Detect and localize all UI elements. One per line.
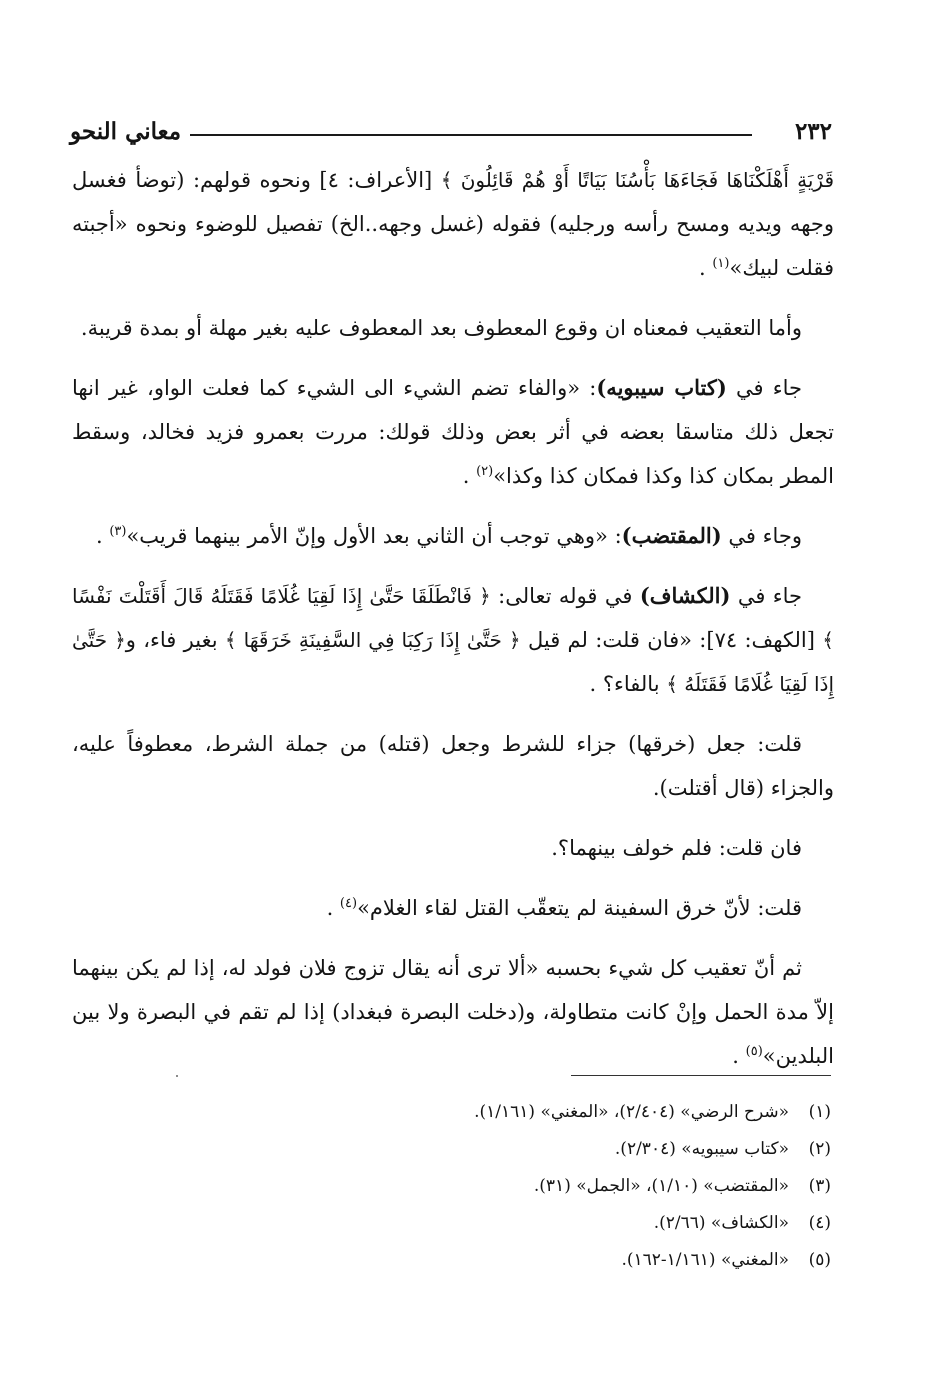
paragraph-lead: وجاء في [721, 524, 802, 548]
paragraph-end: . [732, 1044, 746, 1068]
footnote-number: (٢) [808, 1139, 831, 1159]
paragraph-5 [72, 574, 834, 706]
footnote-item [231, 1168, 831, 1205]
paragraph-end: . [95, 524, 110, 548]
paragraph-text: ثم أنّ تعقيب كل شيء بحسبه «ألا ترى أنه يقال تزوج فلان فولد له، إذا لم يكن بينهما إلاّ مدة الحمل وإنْ كانت متطاولة، و(دخلت البصرة فبغداد) إذا لم تقم في البصرة ولا بين البلدين» [72, 956, 834, 1068]
paragraph-lead: جاء في [730, 584, 803, 608]
paragraph-text: : «والفاء تضم الشيء الى الشيء كما فعلت الواو، غير انها تجعل ذلك متاسقا بعضه في أثر بعض وذلك قولك: مررت بعمرو فزيد فخالد، وسقط المطر بمكان كذا وكذا فمكان كذا وكذا» [72, 376, 834, 488]
footnotes [231, 1094, 831, 1279]
paragraph-text: [الكهف: ٧٤]: «فان قلت: لم قيل [520, 628, 823, 652]
footnote-item [231, 1205, 831, 1242]
paragraph-text: : «وهي توجب أن الثاني بعد الأول وإنّ الأمر بينهما قريب» [126, 524, 622, 548]
paragraph-7 [72, 826, 834, 870]
paragraph-end: . [326, 896, 340, 920]
source-title: (المقتضب) [621, 523, 722, 548]
paragraph-text: [الأعراف: ٤] ونحوه قولهم: (توضأ فغسل وجهه ويديه ومسح رأسه ورجليه) فقوله (غسل وجهه..الخ) تفصيل للوضوء ونحوه «أجبته فقلت لبيك» [72, 168, 834, 280]
paragraph-lead: جاء في [726, 376, 802, 400]
source-title: (الكشاف) [639, 583, 731, 608]
footnote-ref: (٣) [109, 524, 127, 539]
paragraph-6 [72, 722, 834, 810]
footnote-ref: (١) [712, 256, 730, 271]
footnote-ref: (٥) [745, 1044, 763, 1059]
paragraph-text: قلت: جعل (خرقها) جزاء للشرط وجعل (قتله) من جملة الشرط، معطوفاً عليه، والجزاء (قال أقتلت). [72, 732, 834, 800]
header-rule [190, 134, 752, 136]
print-speck [176, 1075, 178, 1077]
paragraph-text: بغير فاء، و [125, 628, 225, 652]
footnote-number: (٤) [808, 1213, 831, 1233]
quran-verse: قَرْيَةٍ أَهْلَكْنَاهَا فَجَاءَهَا بَأْسُنَا بَيَاتًا أَوْ هُمْ قَائِلُونَ ﴾ [440, 168, 834, 192]
paragraph-3 [72, 366, 834, 498]
paragraph-text: فان قلت: فلم خولف بينهما؟. [551, 836, 802, 860]
footnote-number: (١) [808, 1102, 831, 1122]
paragraph-end: . [698, 256, 713, 280]
footnote-number: (٣) [808, 1176, 831, 1196]
footnote-ref: (٢) [476, 464, 494, 479]
running-title: معاني النحو [70, 118, 182, 145]
paragraph-1 [72, 158, 834, 290]
footnote-text: «المغني» (١/١٦١-١٦٢). [621, 1250, 789, 1270]
paragraph-end: . [462, 464, 477, 488]
paragraph-text: بالفاء؟ . [589, 672, 667, 696]
paragraph-2 [72, 306, 834, 350]
footnote-ref: (٤) [339, 896, 358, 911]
quran-verse: ﴿ فَانْطَلَقَا حَتَّىٰ إِذَا لَقِيَا غُلَامًا فَقَتَلَهُ قَالَ أَقَتَلْتَ نَفْسًا ﴾ [72, 584, 834, 652]
quran-verse: ﴿ حَتَّىٰ إِذَا لَقِيَا غُلَامًا فَقَتَلَهُ ﴾ [72, 628, 834, 696]
paragraph-8 [72, 886, 834, 930]
footnote-text: «الكشاف» (٢/٦٦). [653, 1213, 789, 1233]
source-title: (كتاب سيبويه) [596, 375, 727, 400]
paragraph-4 [72, 514, 834, 558]
footnote-item [231, 1131, 831, 1168]
footnote-item [231, 1094, 831, 1131]
footnote-separator [571, 1075, 831, 1076]
footnote-text: «المقتضب» (١/١٠)، «الجمل» (٣١). [533, 1176, 789, 1196]
quran-verse: ﴿ حَتَّىٰ إِذَا رَكِبَا فِي السَّفِينَةِ خَرَقَهَا ﴾ [224, 628, 521, 652]
footnote-number: (٥) [808, 1250, 831, 1270]
paragraph-text: في قوله تعالى: [490, 584, 640, 608]
page-number: ٢٣٢ [794, 118, 832, 145]
footnote-text: «شرح الرضي» (٢/٤٠٤)، «المغني» (١/١٦١). [474, 1102, 789, 1122]
footnote-item [231, 1242, 831, 1279]
paragraph-text: وأما التعقيب فمعناه ان وقوع المعطوف بعد المعطوف عليه بغير مهلة أو بمدة قريبة. [80, 316, 802, 340]
page-header [70, 112, 832, 152]
paragraph-9 [72, 946, 834, 1078]
body-text [72, 158, 834, 1094]
paragraph-text: قلت: لأنّ خرق السفينة لم يتعقّب القتل لقاء الغلام» [357, 896, 802, 920]
footnote-text: «كتاب سيبويه» (٢/٣٠٤). [614, 1139, 789, 1159]
